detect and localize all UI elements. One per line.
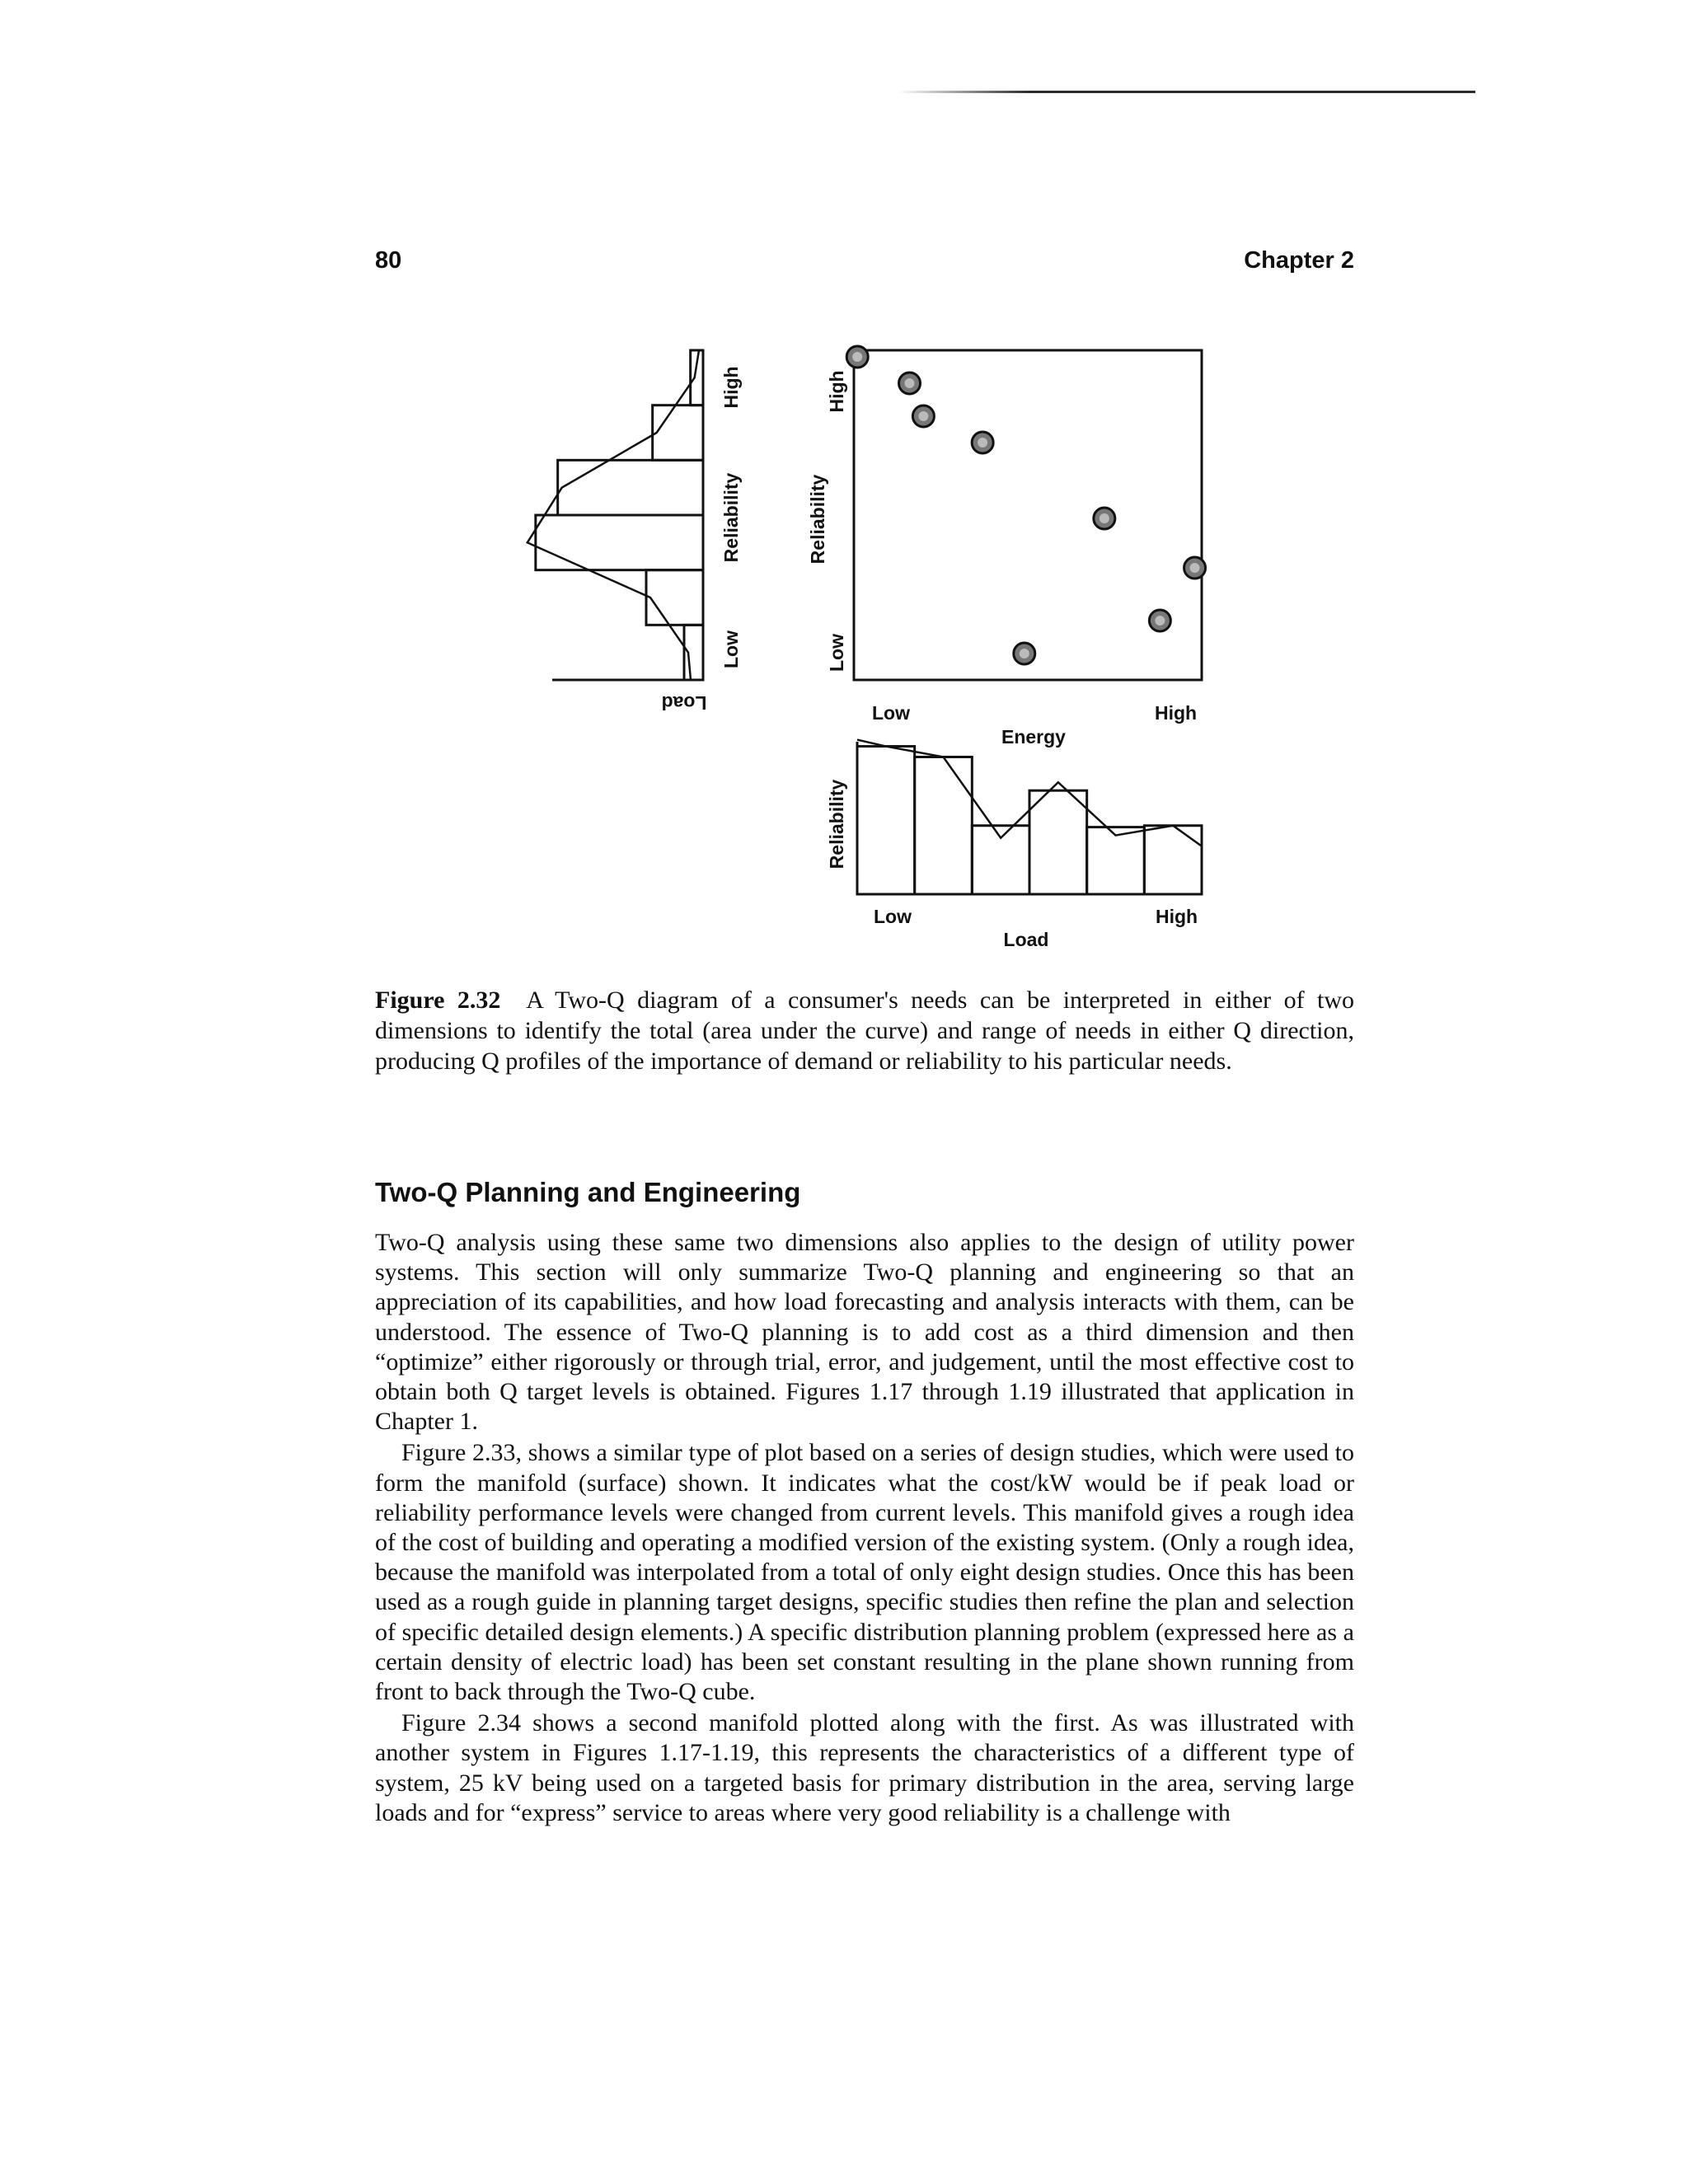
bottom-histogram-bar (915, 757, 973, 895)
left-histogram-bar (558, 460, 703, 515)
scatter-point (1184, 557, 1206, 579)
bottom-reliability-profile (857, 740, 1202, 894)
left-histogram-bar (536, 515, 703, 570)
bottom-histogram-bar (972, 826, 1029, 894)
main-y-label-low: Low (826, 634, 847, 672)
bottom-x-title: Load (1003, 929, 1049, 950)
bottom-y-title: Reliability (826, 779, 847, 869)
bottom-x-label-low: Low (874, 906, 912, 927)
figure-caption (375, 985, 1354, 1076)
bottom-histogram-bar (857, 747, 915, 894)
scatter-point (912, 405, 934, 427)
main-x-label-low: Low (872, 702, 910, 724)
left-histogram-bar (653, 405, 703, 461)
chapter-label: Chapter 2 (1244, 247, 1354, 274)
caption-label: Figure 2.32 (375, 987, 501, 1014)
left-histogram-bar (646, 570, 703, 626)
scatter-point (1014, 643, 1035, 664)
main-x-title: Energy (1001, 726, 1066, 748)
main-y-label-reliability: Reliability (807, 474, 828, 565)
scatter-point (972, 432, 993, 453)
paragraph: Figure 2.34 shows a second manifold plotted along with the first. As was illustrated with another system in Figures 1.17-1.19, this represents the characteristics of a different type of system, 25 kV being used on a targeted basis for primary distribution in the area, serving large loads and for “express” service to areas where very good reliability is a challenge with (375, 1709, 1354, 1826)
scatter-plot-frame (854, 350, 1202, 680)
main-x-label-high: High (1155, 702, 1198, 724)
bottom-histogram-bar (1144, 826, 1202, 894)
body-text (375, 1228, 1354, 1830)
bottom-x-label-high: High (1156, 906, 1198, 927)
paragraph: Two-Q analysis using these same two dimensions also applies to the design of utility power systems. This section will only summarize Two-Q planning and engineering so that an appreciation of its capabilities, and how load forecasting and analysis interacts with them, can be understood. The essence of Two-Q planning is to add cost as a third dimension and then “optimize” either rigorously or through trial, error, and judgement, until the most effective cost to obtain both Q target levels is obtained. Figures 1.17 through 1.19 illustrated that application in Chapter 1. (375, 1229, 1354, 1436)
two-q-figure (0, 0, 1688, 972)
left-load-profile (528, 350, 703, 680)
paragraph: Figure 2.33, shows a similar type of plot based on a series of design studies, which were used to form the manifold (surface) shown. It indicates what the cost/kW would be if peak load or reliability performance levels were changed from current levels. This manifold gives a rough idea of the cost of building and operating a modified version of the existing system. (Only a rough idea, because the manifold was interpolated from a total of only eight design studies. Once this has been used as a rough guide in planning target designs, specific studies then refine the plan and selection of specific detailed design elements.) A specific distribution planning problem (expressed here as a certain density of electric load) has been set constant resulting in the plane shown running from front to back through the Two-Q cube. (375, 1439, 1354, 1706)
main-y-label-high: High (826, 370, 847, 413)
bottom-histogram-bar (1029, 790, 1087, 894)
section-title: Two-Q Planning and Engineering (375, 1177, 801, 1207)
left-label-reliability: Reliability (720, 472, 742, 563)
caption-text: A Two-Q diagram of a consumer's needs can be interpreted in either of two dimensions to identify the total (area under the curve) and range of needs in either Q direction, producing Q profiles of the importance of demand or reliability to his particular needs. (375, 987, 1354, 1075)
scatter-point (1149, 610, 1170, 631)
page-number: 80 (375, 247, 402, 274)
left-label-low: Low (720, 630, 742, 668)
scatter-point (1094, 508, 1115, 529)
scatter-points (846, 346, 1205, 664)
left-histogram-bar (684, 625, 703, 680)
bottom-histogram-bar (1087, 827, 1145, 894)
scatter-point (899, 373, 921, 394)
left-axis-title: Load (661, 692, 707, 714)
left-label-high: High (720, 366, 742, 409)
scatter-point (846, 346, 868, 368)
